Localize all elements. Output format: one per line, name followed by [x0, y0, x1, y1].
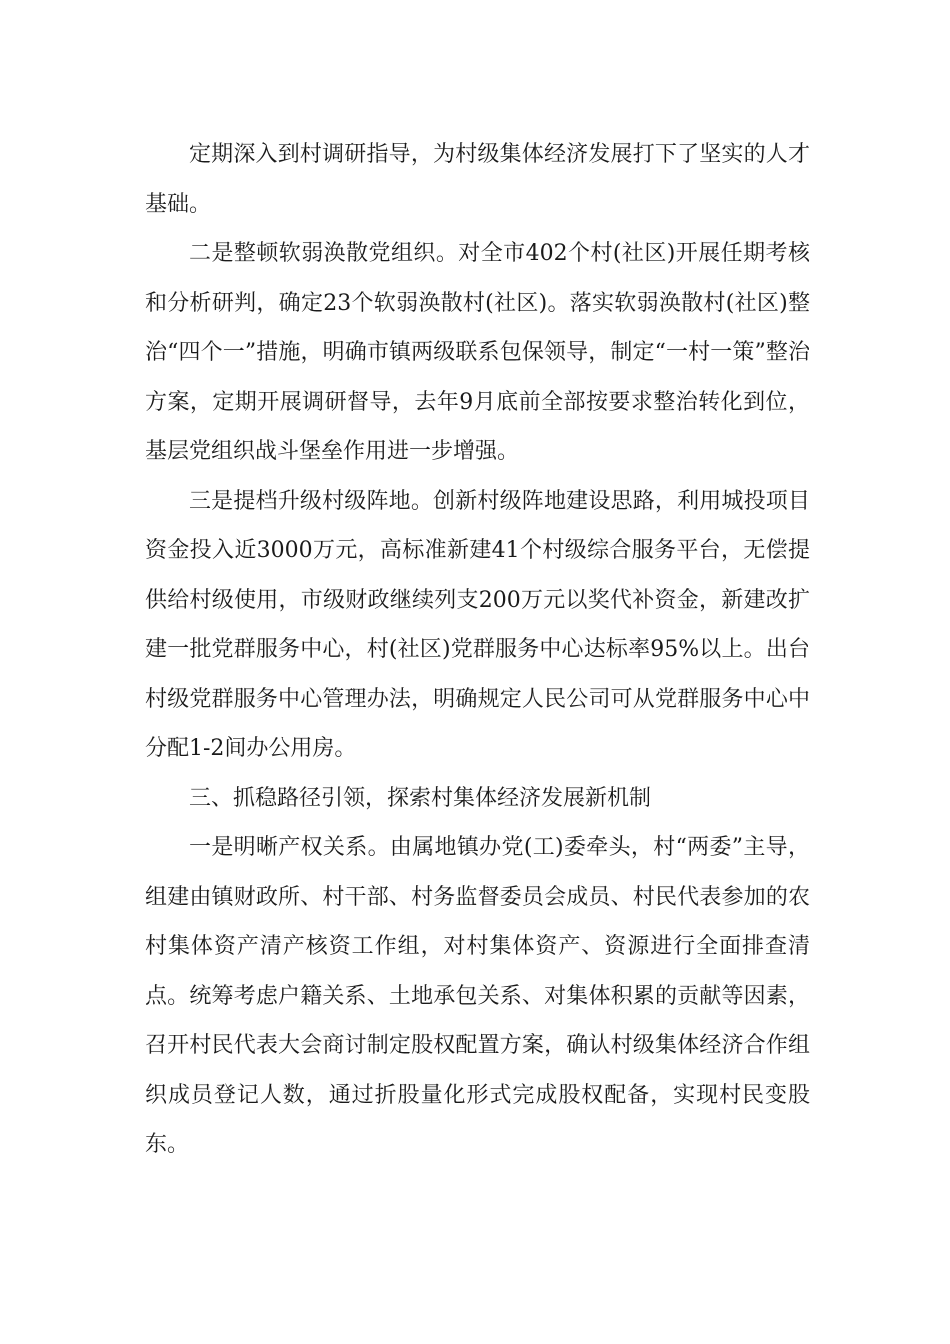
paragraph-3: 三是提档升级村级阵地。创新村级阵地建设思路，利用城投项目资金投入近3000万元，高标准新建41个村级综合服务平台，无偿提供给村级使用，市级财政继续列支200万元以奖代补资金，新建改扩建一批党群服务中心，村(社区)党群服务中心达标率95%以上。出台村级党群服务中心管理办法，明确规定人民公司可从党群服务中心中分配1-2间办公用房。 — [145, 488, 811, 761]
paragraph-2: 二是整顿软弱涣散党组织。对全市402个村(社区)开展任期考核和分析研判，确定23个软弱涣散村(社区)。落实软弱涣散村(社区)整治“四个一”措施，明确市镇两级联系包保领导，制定“一村一策”整治方案，定期开展调研督导，去年9月底前全部按要求整治转化到位，基层党组织战斗堡垒作用进一步增强。 — [145, 241, 810, 464]
section-heading: 三、抓稳路径引领，探索村集体经济发展新机制 — [189, 785, 652, 811]
paragraph-1: 定期深入到村调研指导，为村级集体经济发展打下了坚实的人才基础。 — [145, 142, 810, 217]
paragraph-4: 一是明晰产权关系。由属地镇办党(工)委牵头，村“两委”主导，组建由镇财政所、村干部、村务监督委员会成员、村民代表参加的农村集体资产清产核资工作组，对村集体资产、资源进行全面排查清点。统筹考虑户籍关系、土地承包关系、对集体积累的贡献等因素，召开村民代表大会商讨制定股权配置方案，确认村级集体经济合作组织成员登记人数，通过折股量化形式完成股权配备，实现村民变股东。 — [145, 835, 810, 1157]
document-body — [145, 130, 810, 1170]
